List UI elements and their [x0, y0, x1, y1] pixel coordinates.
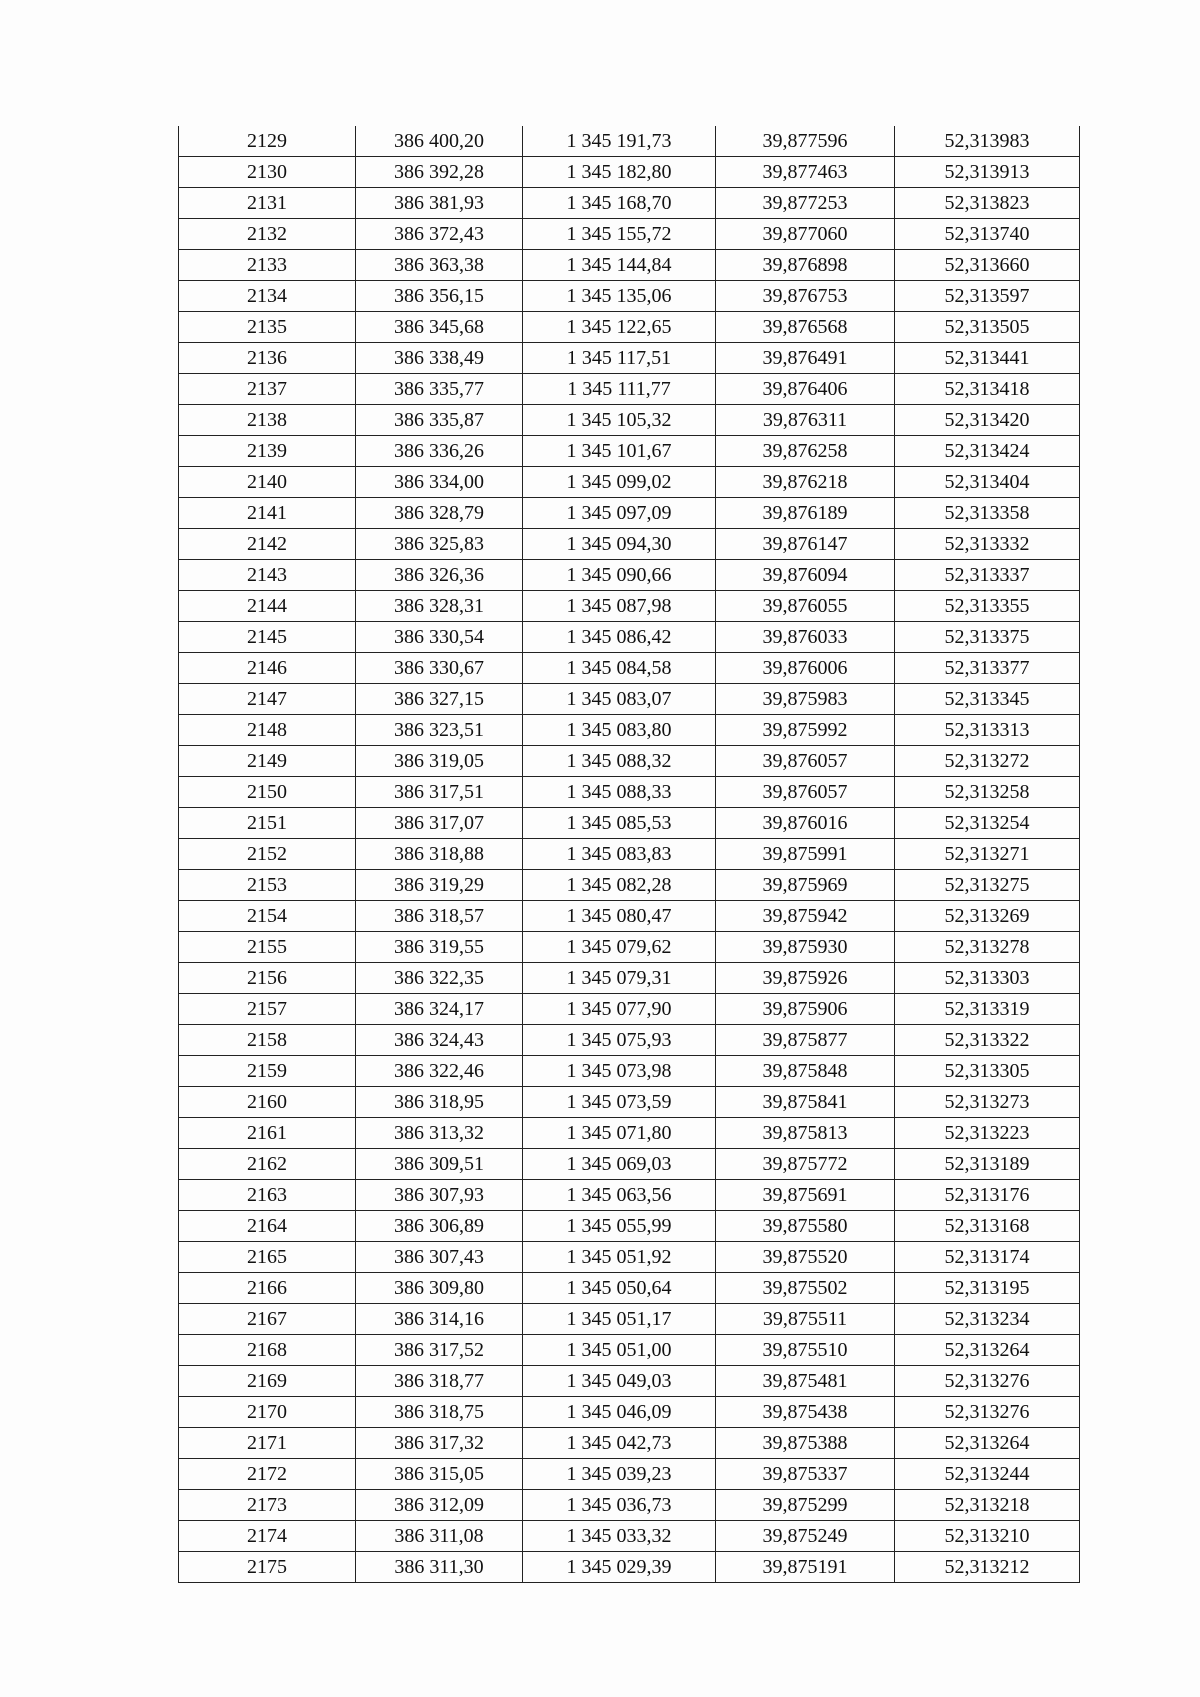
x-coordinate-cell: 386 330,54	[356, 622, 523, 653]
y-coordinate-cell: 1 345 051,00	[523, 1335, 716, 1366]
longitude-cell: 39,875438	[716, 1397, 895, 1428]
x-coordinate-cell: 386 319,55	[356, 932, 523, 963]
point-number-cell: 2134	[179, 281, 356, 312]
table-row	[179, 963, 1080, 994]
longitude-cell: 39,875191	[716, 1552, 895, 1583]
x-coordinate-cell: 386 318,88	[356, 839, 523, 870]
y-coordinate-cell: 1 345 144,84	[523, 250, 716, 281]
point-number-cell: 2139	[179, 436, 356, 467]
y-coordinate-cell: 1 345 117,51	[523, 343, 716, 374]
longitude-cell: 39,875337	[716, 1459, 895, 1490]
y-coordinate-cell: 1 345 051,92	[523, 1242, 716, 1273]
x-coordinate-cell: 386 363,38	[356, 250, 523, 281]
latitude-cell: 52,313212	[895, 1552, 1080, 1583]
y-coordinate-cell: 1 345 155,72	[523, 219, 716, 250]
longitude-cell: 39,875906	[716, 994, 895, 1025]
latitude-cell: 52,313377	[895, 653, 1080, 684]
longitude-cell: 39,876898	[716, 250, 895, 281]
longitude-cell: 39,877060	[716, 219, 895, 250]
x-coordinate-cell: 386 334,00	[356, 467, 523, 498]
point-number-cell: 2143	[179, 560, 356, 591]
table-row	[179, 1087, 1080, 1118]
y-coordinate-cell: 1 345 088,33	[523, 777, 716, 808]
x-coordinate-cell: 386 309,51	[356, 1149, 523, 1180]
longitude-cell: 39,875580	[716, 1211, 895, 1242]
table-row	[179, 157, 1080, 188]
table-row	[179, 932, 1080, 963]
longitude-cell: 39,875520	[716, 1242, 895, 1273]
longitude-cell: 39,876753	[716, 281, 895, 312]
y-coordinate-cell: 1 345 101,67	[523, 436, 716, 467]
x-coordinate-cell: 386 324,17	[356, 994, 523, 1025]
x-coordinate-cell: 386 318,75	[356, 1397, 523, 1428]
point-number-cell: 2146	[179, 653, 356, 684]
table-row	[179, 1428, 1080, 1459]
longitude-cell: 39,877463	[716, 157, 895, 188]
longitude-cell: 39,876568	[716, 312, 895, 343]
x-coordinate-cell: 386 335,77	[356, 374, 523, 405]
table-row	[179, 1304, 1080, 1335]
latitude-cell: 52,313254	[895, 808, 1080, 839]
table-row	[179, 994, 1080, 1025]
longitude-cell: 39,876057	[716, 746, 895, 777]
x-coordinate-cell: 386 311,08	[356, 1521, 523, 1552]
latitude-cell: 52,313275	[895, 870, 1080, 901]
latitude-cell: 52,313355	[895, 591, 1080, 622]
x-coordinate-cell: 386 307,43	[356, 1242, 523, 1273]
y-coordinate-cell: 1 345 069,03	[523, 1149, 716, 1180]
point-number-cell: 2170	[179, 1397, 356, 1428]
latitude-cell: 52,313218	[895, 1490, 1080, 1521]
table-row	[179, 1056, 1080, 1087]
x-coordinate-cell: 386 319,05	[356, 746, 523, 777]
point-number-cell: 2165	[179, 1242, 356, 1273]
latitude-cell: 52,313234	[895, 1304, 1080, 1335]
latitude-cell: 52,313258	[895, 777, 1080, 808]
point-number-cell: 2137	[179, 374, 356, 405]
table-row	[179, 1273, 1080, 1304]
point-number-cell: 2142	[179, 529, 356, 560]
table-row	[179, 746, 1080, 777]
latitude-cell: 52,313303	[895, 963, 1080, 994]
point-number-cell: 2141	[179, 498, 356, 529]
longitude-cell: 39,875388	[716, 1428, 895, 1459]
longitude-cell: 39,875691	[716, 1180, 895, 1211]
point-number-cell: 2149	[179, 746, 356, 777]
table-row	[179, 343, 1080, 374]
point-number-cell: 2164	[179, 1211, 356, 1242]
latitude-cell: 52,313913	[895, 157, 1080, 188]
latitude-cell: 52,313337	[895, 560, 1080, 591]
point-number-cell: 2172	[179, 1459, 356, 1490]
table-row	[179, 126, 1080, 157]
longitude-cell: 39,876055	[716, 591, 895, 622]
x-coordinate-cell: 386 323,51	[356, 715, 523, 746]
y-coordinate-cell: 1 345 085,53	[523, 808, 716, 839]
table-row	[179, 467, 1080, 498]
point-number-cell: 2171	[179, 1428, 356, 1459]
y-coordinate-cell: 1 345 073,98	[523, 1056, 716, 1087]
latitude-cell: 52,313189	[895, 1149, 1080, 1180]
y-coordinate-cell: 1 345 079,62	[523, 932, 716, 963]
table-row	[179, 560, 1080, 591]
longitude-cell: 39,875502	[716, 1273, 895, 1304]
x-coordinate-cell: 386 309,80	[356, 1273, 523, 1304]
y-coordinate-cell: 1 345 071,80	[523, 1118, 716, 1149]
longitude-cell: 39,875510	[716, 1335, 895, 1366]
longitude-cell: 39,876094	[716, 560, 895, 591]
longitude-cell: 39,875991	[716, 839, 895, 870]
longitude-cell: 39,875926	[716, 963, 895, 994]
latitude-cell: 52,313264	[895, 1335, 1080, 1366]
point-number-cell: 2150	[179, 777, 356, 808]
latitude-cell: 52,313823	[895, 188, 1080, 219]
point-number-cell: 2157	[179, 994, 356, 1025]
x-coordinate-cell: 386 345,68	[356, 312, 523, 343]
y-coordinate-cell: 1 345 077,90	[523, 994, 716, 1025]
y-coordinate-cell: 1 345 090,66	[523, 560, 716, 591]
table-row	[179, 219, 1080, 250]
point-number-cell: 2156	[179, 963, 356, 994]
longitude-cell: 39,876491	[716, 343, 895, 374]
longitude-cell: 39,875481	[716, 1366, 895, 1397]
latitude-cell: 52,313276	[895, 1366, 1080, 1397]
longitude-cell: 39,875249	[716, 1521, 895, 1552]
latitude-cell: 52,313597	[895, 281, 1080, 312]
table-row	[179, 1149, 1080, 1180]
longitude-cell: 39,876311	[716, 405, 895, 436]
table-row	[179, 250, 1080, 281]
latitude-cell: 52,313404	[895, 467, 1080, 498]
table-row	[179, 1118, 1080, 1149]
latitude-cell: 52,313276	[895, 1397, 1080, 1428]
table-row	[179, 1552, 1080, 1583]
y-coordinate-cell: 1 345 036,73	[523, 1490, 716, 1521]
point-number-cell: 2145	[179, 622, 356, 653]
x-coordinate-cell: 386 392,28	[356, 157, 523, 188]
table-row	[179, 1459, 1080, 1490]
x-coordinate-cell: 386 312,09	[356, 1490, 523, 1521]
table-row	[179, 281, 1080, 312]
y-coordinate-cell: 1 345 029,39	[523, 1552, 716, 1583]
point-number-cell: 2159	[179, 1056, 356, 1087]
longitude-cell: 39,875511	[716, 1304, 895, 1335]
y-coordinate-cell: 1 345 122,65	[523, 312, 716, 343]
table-row	[179, 1397, 1080, 1428]
table-row	[179, 312, 1080, 343]
table-row	[179, 1521, 1080, 1552]
longitude-cell: 39,876258	[716, 436, 895, 467]
latitude-cell: 52,313418	[895, 374, 1080, 405]
longitude-cell: 39,877596	[716, 126, 895, 157]
y-coordinate-cell: 1 345 088,32	[523, 746, 716, 777]
x-coordinate-cell: 386 328,31	[356, 591, 523, 622]
x-coordinate-cell: 386 338,49	[356, 343, 523, 374]
y-coordinate-cell: 1 345 073,59	[523, 1087, 716, 1118]
latitude-cell: 52,313278	[895, 932, 1080, 963]
x-coordinate-cell: 386 317,32	[356, 1428, 523, 1459]
point-number-cell: 2163	[179, 1180, 356, 1211]
x-coordinate-cell: 386 322,35	[356, 963, 523, 994]
latitude-cell: 52,313375	[895, 622, 1080, 653]
latitude-cell: 52,313441	[895, 343, 1080, 374]
point-number-cell: 2144	[179, 591, 356, 622]
x-coordinate-cell: 386 400,20	[356, 126, 523, 157]
point-number-cell: 2161	[179, 1118, 356, 1149]
table-row	[179, 1025, 1080, 1056]
latitude-cell: 52,313273	[895, 1087, 1080, 1118]
x-coordinate-cell: 386 319,29	[356, 870, 523, 901]
table-row	[179, 1366, 1080, 1397]
y-coordinate-cell: 1 345 082,28	[523, 870, 716, 901]
latitude-cell: 52,313424	[895, 436, 1080, 467]
latitude-cell: 52,313660	[895, 250, 1080, 281]
point-number-cell: 2136	[179, 343, 356, 374]
x-coordinate-cell: 386 307,93	[356, 1180, 523, 1211]
point-number-cell: 2169	[179, 1366, 356, 1397]
x-coordinate-cell: 386 315,05	[356, 1459, 523, 1490]
table-row	[179, 405, 1080, 436]
y-coordinate-cell: 1 345 084,58	[523, 653, 716, 684]
latitude-cell: 52,313264	[895, 1428, 1080, 1459]
latitude-cell: 52,313174	[895, 1242, 1080, 1273]
point-number-cell: 2135	[179, 312, 356, 343]
y-coordinate-cell: 1 345 079,31	[523, 963, 716, 994]
x-coordinate-cell: 386 314,16	[356, 1304, 523, 1335]
point-number-cell: 2166	[179, 1273, 356, 1304]
y-coordinate-cell: 1 345 051,17	[523, 1304, 716, 1335]
latitude-cell: 52,313176	[895, 1180, 1080, 1211]
table-row	[179, 1180, 1080, 1211]
longitude-cell: 39,875983	[716, 684, 895, 715]
latitude-cell: 52,313322	[895, 1025, 1080, 1056]
latitude-cell: 52,313223	[895, 1118, 1080, 1149]
latitude-cell: 52,313319	[895, 994, 1080, 1025]
y-coordinate-cell: 1 345 075,93	[523, 1025, 716, 1056]
latitude-cell: 52,313345	[895, 684, 1080, 715]
x-coordinate-cell: 386 327,15	[356, 684, 523, 715]
y-coordinate-cell: 1 345 111,77	[523, 374, 716, 405]
latitude-cell: 52,313983	[895, 126, 1080, 157]
point-number-cell: 2168	[179, 1335, 356, 1366]
x-coordinate-cell: 386 336,26	[356, 436, 523, 467]
point-number-cell: 2160	[179, 1087, 356, 1118]
latitude-cell: 52,313505	[895, 312, 1080, 343]
point-number-cell: 2158	[179, 1025, 356, 1056]
y-coordinate-cell: 1 345 083,83	[523, 839, 716, 870]
longitude-cell: 39,875848	[716, 1056, 895, 1087]
table-row	[179, 498, 1080, 529]
latitude-cell: 52,313168	[895, 1211, 1080, 1242]
table-row	[179, 901, 1080, 932]
x-coordinate-cell: 386 318,95	[356, 1087, 523, 1118]
x-coordinate-cell: 386 330,67	[356, 653, 523, 684]
latitude-cell: 52,313210	[895, 1521, 1080, 1552]
point-number-cell: 2167	[179, 1304, 356, 1335]
table-row	[179, 591, 1080, 622]
table-row	[179, 777, 1080, 808]
y-coordinate-cell: 1 345 080,47	[523, 901, 716, 932]
x-coordinate-cell: 386 317,51	[356, 777, 523, 808]
y-coordinate-cell: 1 345 046,09	[523, 1397, 716, 1428]
point-number-cell: 2153	[179, 870, 356, 901]
x-coordinate-cell: 386 322,46	[356, 1056, 523, 1087]
latitude-cell: 52,313195	[895, 1273, 1080, 1304]
table-row	[179, 1335, 1080, 1366]
y-coordinate-cell: 1 345 105,32	[523, 405, 716, 436]
point-number-cell: 2162	[179, 1149, 356, 1180]
latitude-cell: 52,313420	[895, 405, 1080, 436]
x-coordinate-cell: 386 318,77	[356, 1366, 523, 1397]
point-number-cell: 2140	[179, 467, 356, 498]
x-coordinate-cell: 386 313,32	[356, 1118, 523, 1149]
table-row	[179, 653, 1080, 684]
point-number-cell: 2148	[179, 715, 356, 746]
x-coordinate-cell: 386 356,15	[356, 281, 523, 312]
x-coordinate-cell: 386 381,93	[356, 188, 523, 219]
latitude-cell: 52,313313	[895, 715, 1080, 746]
point-number-cell: 2132	[179, 219, 356, 250]
point-number-cell: 2174	[179, 1521, 356, 1552]
longitude-cell: 39,875813	[716, 1118, 895, 1149]
point-number-cell: 2173	[179, 1490, 356, 1521]
longitude-cell: 39,875942	[716, 901, 895, 932]
latitude-cell: 52,313271	[895, 839, 1080, 870]
y-coordinate-cell: 1 345 055,99	[523, 1211, 716, 1242]
latitude-cell: 52,313244	[895, 1459, 1080, 1490]
longitude-cell: 39,875969	[716, 870, 895, 901]
y-coordinate-cell: 1 345 097,09	[523, 498, 716, 529]
point-number-cell: 2151	[179, 808, 356, 839]
x-coordinate-cell: 386 372,43	[356, 219, 523, 250]
point-number-cell: 2147	[179, 684, 356, 715]
longitude-cell: 39,875930	[716, 932, 895, 963]
point-number-cell: 2133	[179, 250, 356, 281]
point-number-cell: 2130	[179, 157, 356, 188]
point-number-cell: 2175	[179, 1552, 356, 1583]
y-coordinate-cell: 1 345 050,64	[523, 1273, 716, 1304]
table-row	[179, 1242, 1080, 1273]
table-row	[179, 839, 1080, 870]
point-number-cell: 2138	[179, 405, 356, 436]
table-row	[179, 715, 1080, 746]
latitude-cell: 52,313272	[895, 746, 1080, 777]
table-row	[179, 622, 1080, 653]
point-number-cell: 2154	[179, 901, 356, 932]
x-coordinate-cell: 386 317,07	[356, 808, 523, 839]
table-row	[179, 684, 1080, 715]
longitude-cell: 39,876057	[716, 777, 895, 808]
point-number-cell: 2129	[179, 126, 356, 157]
point-number-cell: 2152	[179, 839, 356, 870]
y-coordinate-cell: 1 345 049,03	[523, 1366, 716, 1397]
x-coordinate-cell: 386 317,52	[356, 1335, 523, 1366]
table-row	[179, 808, 1080, 839]
point-number-cell: 2131	[179, 188, 356, 219]
longitude-cell: 39,875299	[716, 1490, 895, 1521]
longitude-cell: 39,876033	[716, 622, 895, 653]
x-coordinate-cell: 386 324,43	[356, 1025, 523, 1056]
latitude-cell: 52,313332	[895, 529, 1080, 560]
table-row	[179, 529, 1080, 560]
y-coordinate-cell: 1 345 033,32	[523, 1521, 716, 1552]
table-row	[179, 374, 1080, 405]
x-coordinate-cell: 386 328,79	[356, 498, 523, 529]
y-coordinate-cell: 1 345 099,02	[523, 467, 716, 498]
coordinates-table	[178, 126, 1080, 1583]
longitude-cell: 39,876016	[716, 808, 895, 839]
longitude-cell: 39,876406	[716, 374, 895, 405]
y-coordinate-cell: 1 345 087,98	[523, 591, 716, 622]
x-coordinate-cell: 386 325,83	[356, 529, 523, 560]
longitude-cell: 39,876147	[716, 529, 895, 560]
latitude-cell: 52,313305	[895, 1056, 1080, 1087]
coordinates-table-body	[179, 126, 1080, 1583]
point-number-cell: 2155	[179, 932, 356, 963]
y-coordinate-cell: 1 345 042,73	[523, 1428, 716, 1459]
longitude-cell: 39,875841	[716, 1087, 895, 1118]
y-coordinate-cell: 1 345 168,70	[523, 188, 716, 219]
y-coordinate-cell: 1 345 039,23	[523, 1459, 716, 1490]
longitude-cell: 39,876006	[716, 653, 895, 684]
x-coordinate-cell: 386 318,57	[356, 901, 523, 932]
table-row	[179, 1490, 1080, 1521]
longitude-cell: 39,876189	[716, 498, 895, 529]
x-coordinate-cell: 386 326,36	[356, 560, 523, 591]
table-row	[179, 436, 1080, 467]
y-coordinate-cell: 1 345 083,80	[523, 715, 716, 746]
table-row	[179, 188, 1080, 219]
longitude-cell: 39,875772	[716, 1149, 895, 1180]
y-coordinate-cell: 1 345 063,56	[523, 1180, 716, 1211]
x-coordinate-cell: 386 311,30	[356, 1552, 523, 1583]
table-row	[179, 870, 1080, 901]
latitude-cell: 52,313740	[895, 219, 1080, 250]
y-coordinate-cell: 1 345 094,30	[523, 529, 716, 560]
latitude-cell: 52,313358	[895, 498, 1080, 529]
table-row	[179, 1211, 1080, 1242]
y-coordinate-cell: 1 345 083,07	[523, 684, 716, 715]
y-coordinate-cell: 1 345 086,42	[523, 622, 716, 653]
y-coordinate-cell: 1 345 182,80	[523, 157, 716, 188]
longitude-cell: 39,877253	[716, 188, 895, 219]
y-coordinate-cell: 1 345 135,06	[523, 281, 716, 312]
x-coordinate-cell: 386 306,89	[356, 1211, 523, 1242]
x-coordinate-cell: 386 335,87	[356, 405, 523, 436]
longitude-cell: 39,876218	[716, 467, 895, 498]
latitude-cell: 52,313269	[895, 901, 1080, 932]
y-coordinate-cell: 1 345 191,73	[523, 126, 716, 157]
longitude-cell: 39,875992	[716, 715, 895, 746]
longitude-cell: 39,875877	[716, 1025, 895, 1056]
